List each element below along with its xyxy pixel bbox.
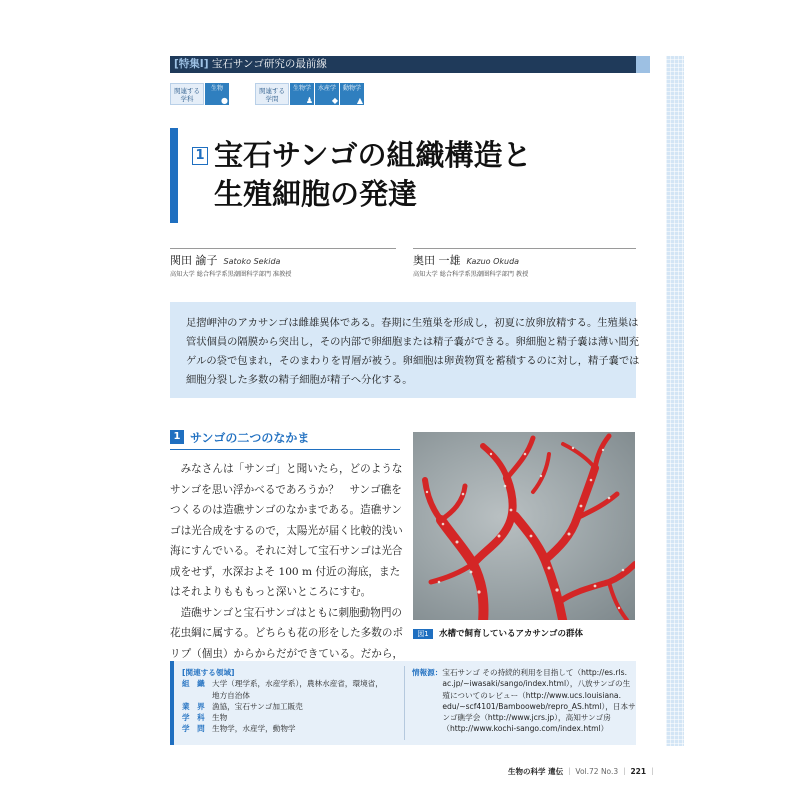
bird-icon: ▲ <box>356 96 363 105</box>
tag-chip-fisheries <box>315 83 339 105</box>
coral-illustration <box>413 432 635 620</box>
section-underline <box>170 449 400 450</box>
tag-label-line: 学問 <box>265 95 279 103</box>
page-footer <box>508 766 656 777</box>
article-number: 1 <box>192 147 208 165</box>
author-name-text: 奥田 一雄 <box>413 254 461 267</box>
body-line: 花虫綱に属する。どちらも花の形をした多数のポ <box>170 627 404 639</box>
related-fields-column <box>182 667 408 735</box>
info-source-line: （http://www.kochi-sango.com/index.html） <box>442 724 609 734</box>
related-discipline-tags <box>255 83 364 105</box>
article-title-line: 生殖細胞の発達 <box>214 177 418 211</box>
body-line: つくるのは造礁サンゴのなかまである。造礁サン <box>170 504 403 516</box>
related-row <box>182 712 408 723</box>
related-value: 生物 <box>212 713 228 723</box>
tag-chip-text: 動物学 <box>342 85 361 92</box>
feature-title: 宝石サンゴ研究の最前線 <box>211 58 327 70</box>
footer-separator: ｜ <box>648 767 656 776</box>
journal-name: 生物の科学 遺伝 <box>508 767 564 776</box>
body-line: 成をせず，水深およそ 100 m 付近の海底，また <box>170 565 401 578</box>
related-key: 組 織 <box>182 679 205 689</box>
body-line: リプ（個虫）からからだができている。だから， <box>170 647 404 660</box>
body-text <box>170 459 402 664</box>
body-line: はそれよりもももっと深いところにすむ。 <box>170 586 372 598</box>
abstract-line: ゲルの袋で包まれ，そのまわりを胃層が被う。卵細胞は卵黄物質を蓄積するのに対し，精子嚢では <box>186 355 640 367</box>
info-source-line: 宝石サンゴ その持続的利用を目指して（http://es.rls. <box>442 668 628 677</box>
abstract-line: 足摺岬沖のアカサンゴは雌雄異体である。春期に生殖巣を形成し，初夏に放卵放精する。生殖巣は <box>186 317 639 329</box>
tag-group-label <box>255 83 289 105</box>
related-row <box>182 723 408 734</box>
info-source-line: ac.jp/~iwasaki/sango/index.html），八放サンゴの生 <box>442 679 631 689</box>
tag-chip-text: 水産学 <box>317 85 336 92</box>
related-key: 学 科 <box>182 713 205 723</box>
related-value-line: 大学（理学系，水産学系），農林水産省，環境省， <box>212 679 383 689</box>
related-value <box>212 678 383 701</box>
decorative-side-stripe <box>666 56 684 746</box>
related-row <box>182 701 408 712</box>
related-key: 学 問 <box>182 724 205 734</box>
body-line: みなさんは「サンゴ」と聞いたら，どのような <box>170 463 403 475</box>
title-accent-bar <box>170 128 178 223</box>
article-title-line: 宝石サンゴの組織構造と <box>214 138 532 172</box>
body-line: 海にすんでいる。それに対して宝石サンゴは光合 <box>170 545 403 557</box>
page-number: 221 <box>630 767 647 776</box>
related-subject-tags <box>170 83 229 105</box>
info-source-line: ンゴ礁学会（http://www.jcrs.jp），高知サンゴ房 <box>442 713 611 723</box>
info-source-line: edu/~scf4101/Bambooweb/repro_AS.html），日本サ <box>442 701 636 711</box>
info-source-row <box>412 667 634 735</box>
info-box <box>170 661 636 745</box>
author-affiliation: 高知大学 総合科学系黒潮圏科学部門 准教授 <box>170 271 292 278</box>
info-source-key-text: 情報源 <box>412 668 435 677</box>
related-value: 生物学，水産学，動物学 <box>212 724 296 734</box>
info-source-line: 殖についてのレビュー（http://www.ucs.louisiana. <box>442 690 622 700</box>
footer-separator: ｜ <box>565 767 574 776</box>
author-name-text: 関田 諭子 <box>170 254 218 267</box>
body-line: ゴは光合成をするので，太陽光が届く比較的浅い <box>170 524 403 537</box>
author-name <box>170 252 280 268</box>
abstract-box <box>170 302 640 398</box>
feature-header-bar <box>170 56 636 73</box>
coral-photo <box>413 432 635 620</box>
feature-bracket-label: [特集I] <box>174 58 209 70</box>
article-title <box>214 136 532 214</box>
header-bar-end-block <box>636 56 650 73</box>
tag-chip-zoology <box>340 83 364 105</box>
related-value: 漁協，宝石サンゴ加工販売 <box>212 701 303 711</box>
related-row <box>182 678 408 701</box>
author-divider <box>170 248 396 249</box>
related-value-line: 地方自治体 <box>212 690 250 700</box>
tag-chip-biology-study <box>290 83 314 105</box>
tag-label-line: 学科 <box>180 95 194 103</box>
section-number: 1 <box>170 430 184 444</box>
section-title: サンゴの二つのなかま <box>190 431 310 445</box>
info-source-column <box>412 667 634 735</box>
journal-volume: Vol.72 No.3 <box>575 767 619 776</box>
author-affiliation: 高知大学 総合科学系黒潮圏科学部門 教授 <box>413 271 529 278</box>
info-box-accent-bar <box>170 661 174 745</box>
fish-icon: ◆ <box>331 96 338 105</box>
tag-chip-text: 生物学 <box>292 85 311 92</box>
author-romaji: Kazuo Okuda <box>466 257 520 266</box>
author-romaji: Satoko Sekida <box>223 257 281 266</box>
tag-label-line: 関連する <box>174 87 200 95</box>
tag-chip-text: 生物 <box>210 85 223 92</box>
figure-caption: 水槽で飼育しているアカサンゴの群体 <box>439 629 583 639</box>
body-line: 造礁サンゴと宝石サンゴはともに刺胞動物門の <box>170 606 403 619</box>
figure-label: 図1 <box>413 629 433 639</box>
tag-chip-biology <box>205 83 229 105</box>
person-icon: ♟ <box>305 96 313 105</box>
info-source-value <box>442 667 635 735</box>
body-line: サンゴを思い浮かべるであろうか？ サンゴ礁を <box>170 483 402 496</box>
abstract-line: 細胞分裂した多数の精子細胞が精子へ分化する。 <box>186 374 413 386</box>
author-name <box>413 252 519 268</box>
tag-label-line: 関連する <box>259 87 285 95</box>
author-divider <box>413 248 636 249</box>
tag-group-label <box>170 83 204 105</box>
info-source-key: 情報源： <box>412 668 443 677</box>
penguin-icon: ● <box>221 96 228 105</box>
abstract-line: 管状個員の隔膜から突出し，その内部で卵細胞または精子嚢ができる。卵細胞と精子嚢は薄い間充 <box>186 336 640 348</box>
footer-separator: ｜ <box>620 767 629 776</box>
info-box-divider <box>404 666 405 740</box>
related-key: 業 界 <box>182 701 205 711</box>
related-fields-heading: [関連する領域] <box>182 668 235 677</box>
